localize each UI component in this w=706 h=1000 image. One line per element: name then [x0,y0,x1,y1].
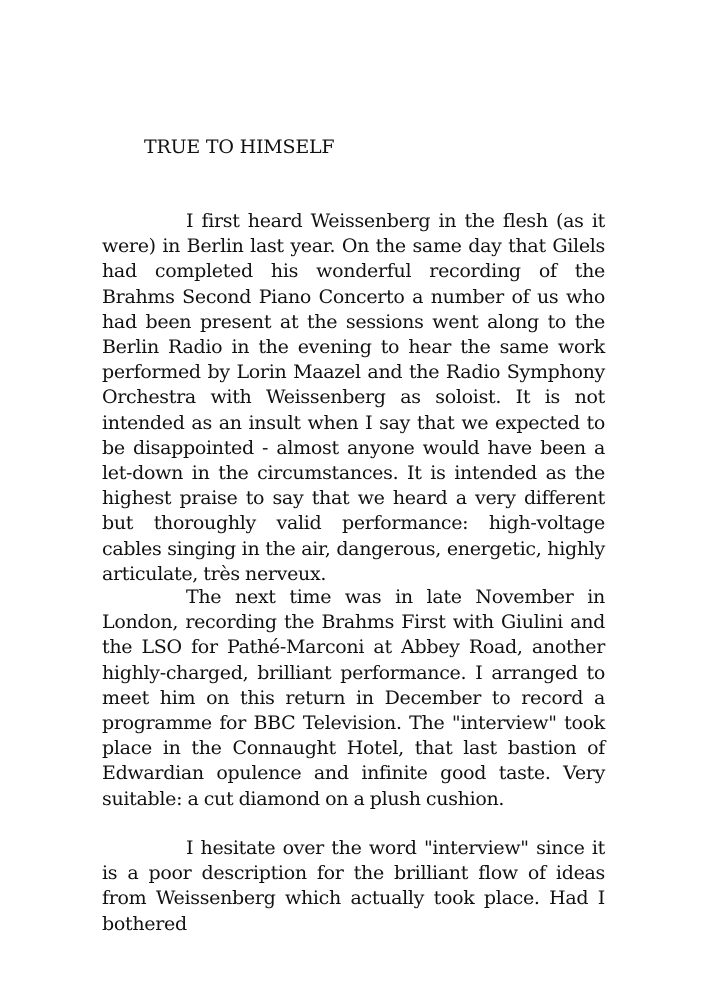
paragraph-3: I hesitate over the word "interview" since it is a poor description for the brilliant flow of ideas from Weissenberg which actually took place. Had I bothered [102,837,605,935]
paragraph-2: The next time was in late November in London, recording the Brahms First with Giulini and the LSO for Pathé-Marconi at Abbey Road, another highly-charged, brilliant performance. I arranged to meet him on this return in December to record a programme for BBC Television. The "interview" took place in the Connaught Hotel, that last bastion of Edwardian opulence and infinite good taste. Very suitable: a cut diamond on a plush cushion. [102,586,605,810]
paragraph-1: I first heard Weissenberg in the flesh (as it were) in Berlin last year. On the same day that Gilels had completed his wonderful recording of the Brahms Second Piano Concerto a number of us who had been present at the sessions went along to the Berlin Radio in the evening to hear the same work performed by Lorin Maazel and the Radio Symphony Orchestra with Weissenberg as soloist. It is not intended as an insult when I say that we expected to be disappointed - almost anyone would have been a let-down in the circumstances. It is intended as the highest praise to say that we heard a very different but thoroughly valid performance: high-voltage cables singing in the air, dangerous, energetic, highly articulate, très nerveux. [102,210,605,585]
document-title: TRUE TO HIMSELF [144,136,335,158]
